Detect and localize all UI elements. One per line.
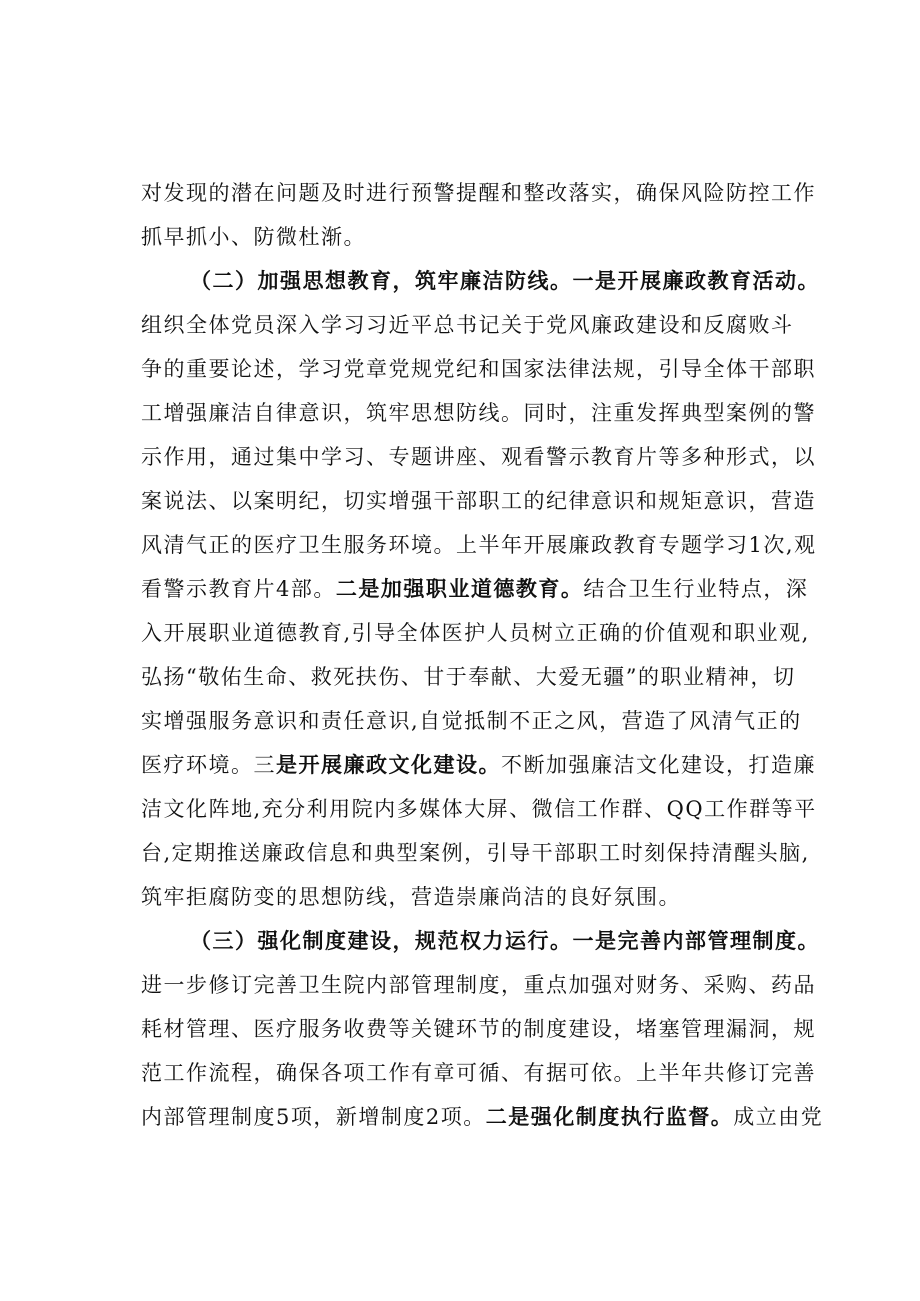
text-line [141, 750, 816, 780]
text-line [141, 838, 810, 868]
bold-text-segment: 是开展廉政文化建设。 [276, 752, 501, 777]
text-line [141, 178, 816, 208]
text-segment: 筑牢拒腐防变的思想防线，营造崇廉尚洁的良好氛围。 [141, 885, 681, 909]
text-line [141, 1058, 816, 1088]
text-line [141, 442, 816, 472]
text-line [141, 794, 817, 824]
text-segment: 组织全体党员深入学习习近平总书记关于党风廉政建设和反腐败斗 [141, 313, 794, 337]
text-segment: 台,定期推送廉政信息和典型案例，引导干部职工时刻保持清醒头脑, [141, 841, 810, 865]
text-line [190, 926, 840, 956]
text-line [141, 222, 791, 252]
text-segment: 入开展职业道德教育,引导全体医护人员树立正确的价值观和职业观, [141, 621, 810, 645]
text-segment: 耗材管理、医疗服务收费等关键环节的制度建设，堵塞管理漏洞，规 [141, 1017, 816, 1041]
text-segment: 对发现的潜在问题及时进行预警提醒和整改落实，确保风险防控工作 [141, 181, 816, 205]
text-line [141, 706, 802, 736]
text-line [141, 574, 809, 604]
text-line [141, 310, 794, 340]
text-line [190, 266, 840, 296]
text-segment: 风清气正的医疗卫生服务环境。上半年开展廉政教育专题学习1次,观 [141, 533, 817, 557]
text-segment: 洁文化阵地,充分利用院内多媒体大屏、微信工作群、QQ工作群等平 [141, 797, 817, 821]
bold-text-segment: （三）强化制度建设，规范权力运行。一是完善内部管理制度。 [190, 928, 820, 953]
text-segment: 实增强服务意识和责任意识,自觉抵制不正之风，营造了风清气正的 [141, 709, 802, 733]
text-segment: 看警示教育片4部。 [141, 577, 336, 601]
text-segment: 进一步修订完善卫生院内部管理制度，重点加强对财务、采购、药品 [141, 973, 816, 997]
text-line [141, 398, 816, 428]
bold-text-segment: 二是加强职业道德教育。 [335, 576, 584, 601]
text-line [141, 882, 791, 912]
text-line [141, 618, 810, 648]
text-segment: 争的重要论述，学习党章党规党纪和国家法律法规，引导全体干部职 [141, 357, 816, 381]
text-segment: 范工作流程，确保各项工作有章可循、有据可依。上半年共修订完善 [141, 1061, 816, 1085]
text-line [141, 530, 817, 560]
text-segment: 成立由党 [733, 1105, 824, 1129]
text-segment: 医疗环境。三 [141, 753, 276, 777]
text-segment: 示作用，通过集中学习、专题讲座、观看警示教育片等多种形式，以 [141, 445, 816, 469]
text-segment: 案说法、以案明纪，切实增强干部职工的纪律意识和规矩意识，营造 [141, 489, 816, 513]
text-line [141, 970, 816, 1000]
text-line [141, 1014, 816, 1044]
text-segment: 不断加强廉洁文化建设，打造廉 [501, 753, 816, 777]
text-segment: 内部管理制度5项，新增制度2项。 [141, 1105, 486, 1129]
bold-text-segment: （二）加强思想教育，筑牢廉洁防线。一是开展廉政教育活动。 [190, 268, 820, 293]
text-line [141, 354, 816, 384]
text-line [141, 1102, 824, 1132]
text-line [141, 486, 816, 516]
text-segment: 弘扬“敬佑生命、救死扶伤、甘于奉献、大爱无疆”的职业精神，切 [141, 665, 796, 689]
text-segment: 结合卫生行业特点，深 [583, 577, 809, 601]
text-segment: 抓早抓小、防微杜渐。 [141, 225, 366, 249]
text-segment: 工增强廉洁自律意识，筑牢思想防线。同时，注重发挥典型案例的警 [141, 401, 816, 425]
bold-text-segment: 二是强化制度执行监督。 [485, 1104, 734, 1129]
text-line [141, 662, 796, 692]
